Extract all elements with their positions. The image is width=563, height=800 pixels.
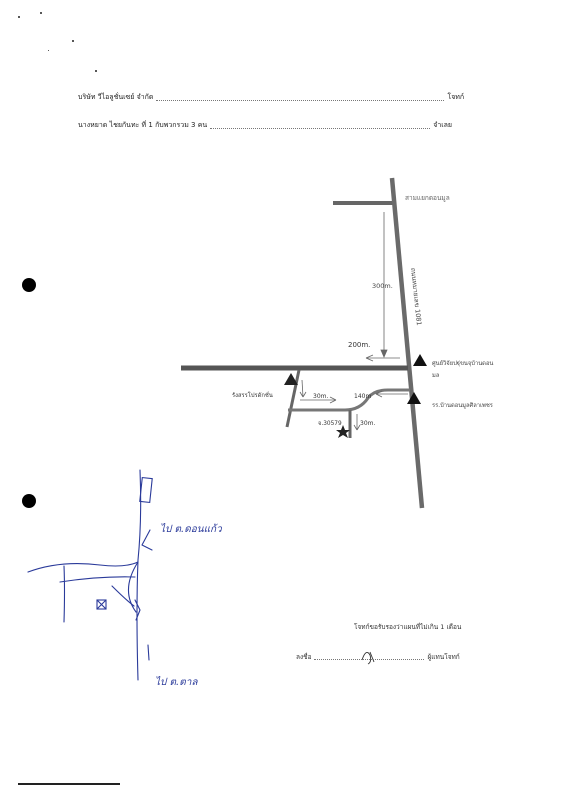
hand-sketch bbox=[28, 470, 152, 680]
label-dist-200: 200m. bbox=[348, 341, 371, 349]
plaintiff-company: บริษัท วีไอลูชั่นเซย์ จำกัด bbox=[78, 93, 154, 101]
label-dist-30-left: 30m. bbox=[313, 393, 329, 400]
plaintiff-label: โจทก์ bbox=[447, 93, 465, 101]
label-main-road: ถนนหมายเลข 1081 bbox=[409, 267, 424, 327]
arrow-140 bbox=[376, 391, 408, 397]
signature-line bbox=[296, 652, 460, 662]
label-place-center: ศูนย์วิจัยปฐุ่ขนจุบ้านดอน bbox=[432, 361, 494, 367]
label-top-junction: สามแยกดอนมูล bbox=[405, 194, 450, 202]
certify-text: โจทก์ขอรับรองว่าแผนที่ไม่เกิน 1 เดือน bbox=[354, 623, 462, 631]
label-place-bldg: รังสรรโปรดักชั่น bbox=[232, 393, 273, 399]
label-dist-140: 140m bbox=[354, 393, 372, 400]
label-dist-30-down: 30m. bbox=[360, 420, 376, 427]
signature-field bbox=[314, 659, 424, 660]
triangle-landmark-school bbox=[407, 392, 421, 404]
triangle-landmark-center bbox=[413, 354, 427, 366]
arrow-diagonal bbox=[300, 380, 306, 397]
defendant-label: จำเลย bbox=[433, 121, 453, 129]
arrow-200 bbox=[366, 355, 400, 361]
label-target: จ.30579 bbox=[318, 421, 342, 427]
label-dist-300: 300m. bbox=[372, 282, 393, 290]
label-place-village: รร.บ้านดอนมูลศิลาเพชร bbox=[432, 403, 493, 409]
sketch-note-top: ไป ต.ดอนแก้ว bbox=[160, 524, 222, 535]
defendant-name: นางหยาด ไชยกันทะ ที่ 1 กับพวกรวม 3 คน bbox=[78, 121, 208, 129]
label-place-center-2: มล bbox=[432, 373, 440, 379]
road-main bbox=[392, 178, 422, 508]
sign-label: ลงชื่อ bbox=[296, 653, 312, 661]
sketch-note-bottom: ไป ต.ตาล bbox=[155, 677, 198, 688]
sign-role: ผู้แทนโจทก์ bbox=[427, 653, 460, 661]
bottom-divider bbox=[18, 783, 120, 785]
